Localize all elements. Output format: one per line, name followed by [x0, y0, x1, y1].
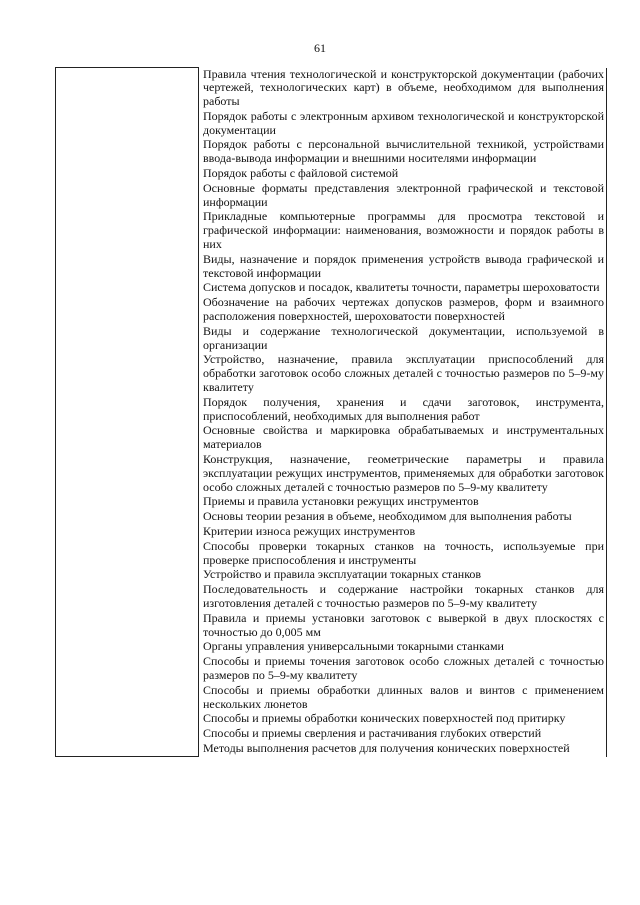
right-column-cell — [199, 68, 607, 757]
table-row: Способы и приемы обработки длинных валов и винтов с применением нескольких люнетов — [203, 682, 604, 711]
table-row: Способы проверки токарных станков на точность, используемые при проверке приспособления и инструменты — [203, 538, 604, 567]
table-row: Виды и содержание технологической документации, используемой в организации — [203, 323, 604, 352]
table-row — [56, 68, 607, 757]
table-row: Последовательность и содержание настройки токарных станков для изготовления деталей с точностью размеров по 5–9-му квалитету — [203, 582, 604, 610]
table-row: Методы выполнения расчетов для получения конических поверхностей — [203, 740, 570, 755]
table-row: Способы и приемы сверления и растачивания глубоких отверстий — [203, 726, 542, 741]
table-row: Порядок работы с персональной вычислительной техникой, устройствами ввода-вывода информации и внешними носителями информации — [203, 137, 604, 166]
table-row: Устройство и правила эксплуатации токарных станков — [203, 567, 482, 582]
table-row: Устройство, назначение, правила эксплуатации приспособлений для обработки заготовок особо сложных деталей с точностью размеров по 5–9-му квалитету — [203, 352, 604, 395]
table-row: Система допусков и посадок, квалитеты точности, параметры шероховатости — [203, 280, 600, 295]
table-row: Порядок получения, хранения и сдачи заготовок, инструмента, приспособлений, необходимых для выполнения работ — [203, 394, 604, 423]
table-row: Основные форматы представления электронной графической и текстовой информации — [203, 180, 604, 209]
table-row: Правила и приемы установки заготовок с выверкой в двух плоскостях с точностью до 0,005 мм — [203, 610, 604, 639]
table-row: Конструкция, назначение, геометрические параметры и правила эксплуатации режущих инструментов, применяемых для обработки заготовок особо сложных деталей с точностью размеров по 5–9-му квалитету — [203, 452, 604, 494]
table-row: Основы теории резания в объеме, необходимом для выполнения работы — [203, 509, 572, 524]
table-row: Обозначение на рабочих чертежах допусков размеров, форм и взаимного расположения поверхностей, шероховатости поверхностей — [203, 295, 604, 324]
table-row: Виды, назначение и порядок применения устройств вывода графической и текстовой информации — [203, 251, 604, 280]
table-row: Порядок работы с файловой системой — [203, 166, 399, 181]
table-row: Прикладные компьютерные программы для просмотра текстовой и графической информации: наименования, возможности и порядок работы в них — [203, 209, 604, 252]
page-number: 61 — [314, 41, 326, 55]
table-row: Способы и приемы точения заготовок особо сложных деталей с точностью размеров по 5–9-му квалитету — [203, 654, 604, 682]
knowledge-table — [55, 67, 607, 757]
left-column-cell — [56, 68, 199, 757]
table-row: Критерии износа режущих инструментов — [203, 524, 416, 538]
table-row: Правила чтения технологической и конструкторской документации (рабочих чертежей, технологических карт) в объеме, необходимом для выполнения работы — [203, 66, 604, 109]
table-row: Органы управления универсальными токарными станками — [203, 639, 504, 654]
table-row: Порядок работы с электронным архивом технологической и конструкторской документации — [203, 108, 604, 137]
table-row: Приемы и правила установки режущих инструментов — [203, 494, 479, 509]
table-row: Способы и приемы обработки конических поверхностей под притирку — [203, 711, 566, 726]
table-row: Основные свойства и маркировка обрабатываемых и инструментальных материалов — [203, 423, 604, 452]
